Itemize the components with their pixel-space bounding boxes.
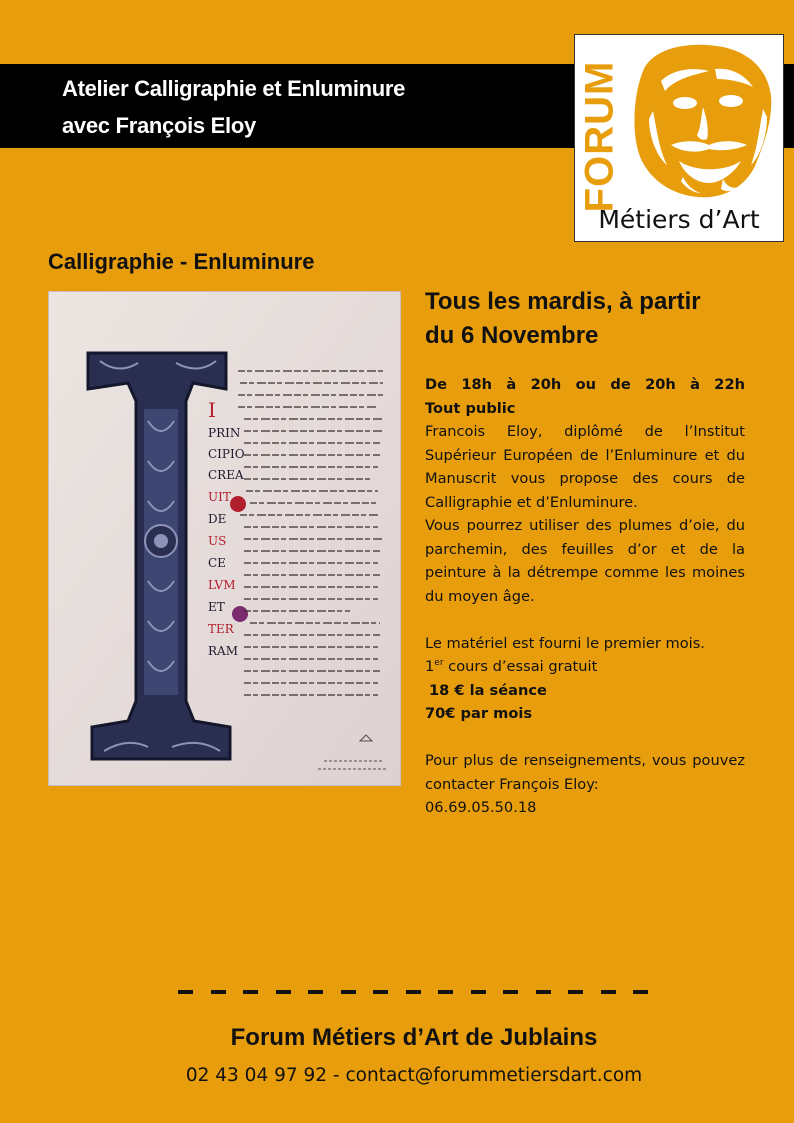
contact-info-text: Pour plus de renseignements, vous pouvez contacter François Eloy: [425, 752, 745, 793]
manuscript-illustration [48, 291, 401, 786]
details-column [425, 373, 745, 820]
side-letter-1: CIPIO [208, 447, 245, 461]
price-session-text: 18 € la séance [429, 681, 547, 699]
trial-superscript: er [434, 658, 444, 669]
phone-number: 06.69.05.50.18 [425, 799, 537, 816]
purple-initial-d [232, 606, 248, 622]
side-letter-9: TER [208, 622, 234, 636]
materials-text: Vous pourrez utiliser des plumes d’oie, du parchemin, des feuilles d’or et de la peinture à la détrempe comme les moines du moyen âge. [425, 517, 745, 605]
material-note-text: Le matériel est fourni le premier mois. [425, 634, 705, 652]
header-title-line-2: avec François Eloy [62, 113, 256, 138]
footer-title: Forum Métiers d’Art de Jublains [230, 1024, 598, 1051]
audience-text: Tout public [425, 399, 516, 417]
trial-rest: cours d’essai gratuit [443, 658, 598, 675]
footer-contact: 02 43 04 97 92 - contact@forummetiersdart.com [185, 1065, 643, 1086]
side-letter-5: US [208, 534, 227, 548]
bearded-face-icon [623, 41, 777, 201]
price-month-text: 70€ par mois [425, 705, 533, 722]
trial-text [425, 655, 745, 679]
schedule-text: De 18h à 20h ou de 20h à 22h [425, 376, 745, 393]
side-letter-8: ET [208, 600, 225, 614]
side-letter-10: RAM [208, 644, 238, 658]
headline-line-2: du 6 Novembre [425, 322, 599, 350]
svg-text:I: I [208, 398, 216, 422]
side-letter-4: DE [208, 512, 227, 526]
logo-forum-text: FORUM [577, 60, 622, 212]
side-letter-3: UIT [208, 490, 231, 504]
side-letter-0: PRIN [208, 426, 241, 440]
forum-metiers-dart-logo [574, 34, 784, 242]
headline-line-1: Tous les mardis, à partir [425, 288, 701, 315]
calligraphy-manuscript-photo [48, 291, 401, 786]
section-title: Calligraphie - Enluminure [48, 249, 315, 274]
header-title-line-1: Atelier Calligraphie et Enluminure [62, 76, 406, 101]
trial-number: 1 [425, 658, 435, 675]
red-initial-o [230, 496, 246, 512]
side-letter-6: CE [208, 556, 226, 570]
side-letter-7: LVM [208, 578, 236, 592]
dashed-separator [178, 990, 648, 1014]
headline [425, 285, 755, 353]
side-letter-2: CREA [208, 468, 244, 482]
logo-metiers-dart-text: Métiers d’Art [598, 205, 760, 234]
logo-forum-text-container [579, 41, 621, 231]
description-text: Francois Eloy, diplômé de l’Institut Supérieur Européen de l’Enluminure et du Manuscrit vous propose des cours de Calligraphie et d’Enluminure. [425, 423, 745, 511]
